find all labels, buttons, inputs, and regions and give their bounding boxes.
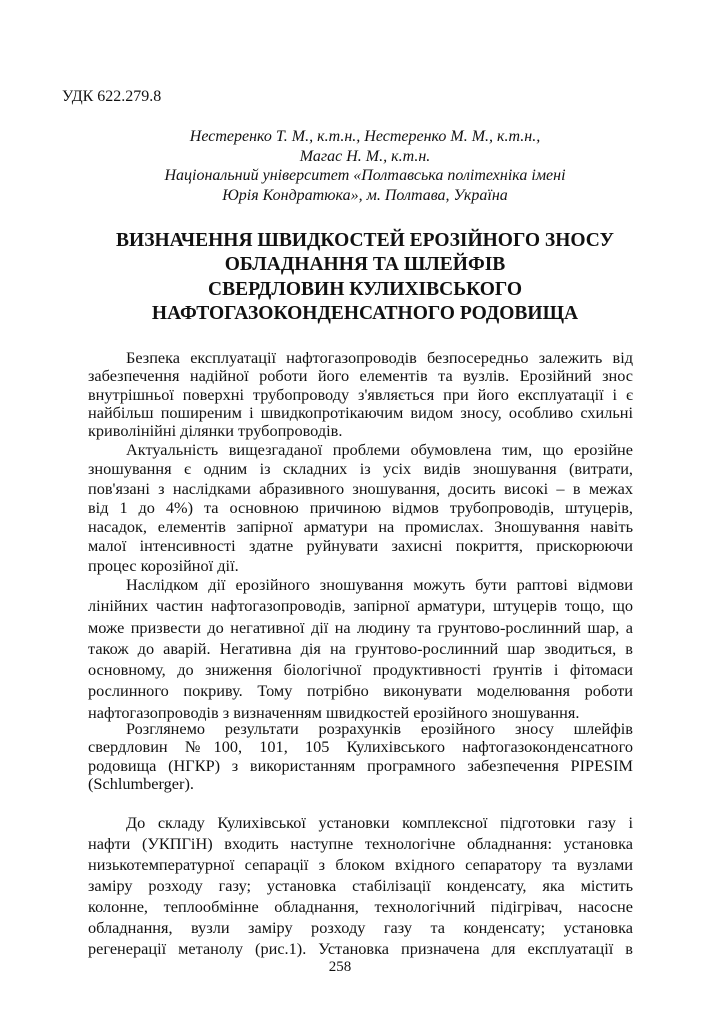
paragraph	[88, 812, 633, 959]
text-line: пов'язані з наслідками абразивного зношування, досить високі – в межах	[88, 478, 633, 498]
authors-line: Нестеренко Т. М., к.т.н., Нестеренко М. М., к.т.н.,	[189, 128, 541, 145]
authors-block	[0, 127, 722, 205]
text-line: свердловин №100, 101, 105 Кулихівського нафтогазоконденсатного	[88, 737, 633, 757]
paragraph	[88, 574, 633, 723]
text-line: Розглянемо результати розрахунків ерозійного зносу шлейфів	[126, 719, 633, 738]
text-line: може призвести до негативної дії на людину та грунтово-рослинний шар, а	[88, 617, 633, 637]
text-line: Безпека експлуатації нафтогазопроводів безпосередньо залежить від	[126, 348, 633, 367]
text-line: процес корозійної дії.	[88, 555, 239, 575]
page-number: 258	[328, 959, 352, 975]
text-line: малої інтенсивності здатне руйнувати захисні покриття, прискорюючи	[88, 536, 633, 556]
text-line: родовища (НГКР) з використанням програмного забезпечення PIPESIM	[88, 755, 633, 775]
affiliation-line: Юрія Кондратюка», м. Полтава, Україна	[222, 186, 508, 204]
text-line: колонне, теплообмінне обладнання, технологічний підігрівач, насосне	[88, 897, 633, 916]
text-line: внутрішньої поверхні трубопроводу з'являється при його експлуатації і є	[88, 384, 633, 404]
text-line: До складу Кулихівської установки комплексної підготовки газу і	[126, 813, 633, 832]
udc-code: УДК 622.279.8	[62, 88, 162, 105]
affiliation-line: Національний університет «Полтавська політехніка імені	[164, 167, 566, 184]
text-line: насадок, елементів запірної арматури на промислах. Зношування навіть	[88, 517, 633, 537]
text-line: (Schlumberger).	[88, 773, 194, 793]
text-line: основному, до зниження біологічної продуктивності ґрунтів і фітомаси	[88, 660, 633, 680]
text-line: найбільш поширеним і швидкопротікаючим видом зносу, особливо схильні	[88, 402, 633, 422]
title-line: НАФТОГАЗОКОНДЕНСАТНОГО РОДОВИЩА	[151, 302, 579, 324]
paragraph	[88, 440, 633, 575]
text-line: лінійних частин нафтогазопроводів, запірної арматури, штуцерів тощо, що	[88, 596, 633, 616]
text-line: зношування є одним із складних із усіх видів зношування (витрати,	[88, 459, 633, 479]
text-line: рослинного покриву. Тому потрібно виконувати моделювання роботи	[88, 681, 633, 701]
text-line: нафти (УКПГіН) входить наступне технологічне обладнання: установка	[88, 834, 633, 853]
text-line: заміру розходу газу; установка стабілізації конденсату, яка містить	[88, 876, 633, 895]
title-line: ВИЗНАЧЕННЯ ШВИДКОСТЕЙ ЕРОЗІЙНОГО ЗНОСУ	[116, 230, 614, 251]
title-line: СВЕРДЛОВИН КУЛИХІВСЬКОГО	[208, 278, 522, 300]
paragraph	[88, 720, 633, 793]
article-title	[0, 229, 722, 326]
text-line: регенерації метанолу (рис.1). Установка призначена для експлуатації в	[88, 939, 633, 958]
text-line: нафтогазопроводів з визначенням швидкостей ерозійного зношування.	[88, 702, 580, 722]
text-line: також до аварій. Негативна дія на грунтово-рослинний шар зводиться, в	[88, 638, 633, 658]
text-line: забезпечення надійної роботи його елементів та вузлів. Ерозійний знос	[88, 366, 633, 386]
text-line: від 1 до 4%) та основною причиною відмов трубопроводів, штуцерів,	[88, 497, 633, 517]
text-line: Актуальність вищезгаданої проблеми обумовлена тим, що ерозійне	[126, 440, 633, 459]
paragraph	[88, 349, 633, 440]
text-line: криволінійні ділянки трубопроводів.	[88, 421, 343, 441]
text-line: Наслідком дії ерозійного зношування можуть бути раптові відмови	[126, 575, 633, 594]
authors-line: Магас Н. М., к.т.н.	[299, 147, 431, 165]
text-line: низькотемпературної сепарації з блоком вхідного сепаратору та вузлами	[88, 855, 633, 874]
title-line: ОБЛАДНАННЯ ТА ШЛЕЙФІВ	[224, 254, 506, 276]
text-line: обладнання, вузли заміру розходу газу та конденсату; установка	[88, 918, 633, 937]
